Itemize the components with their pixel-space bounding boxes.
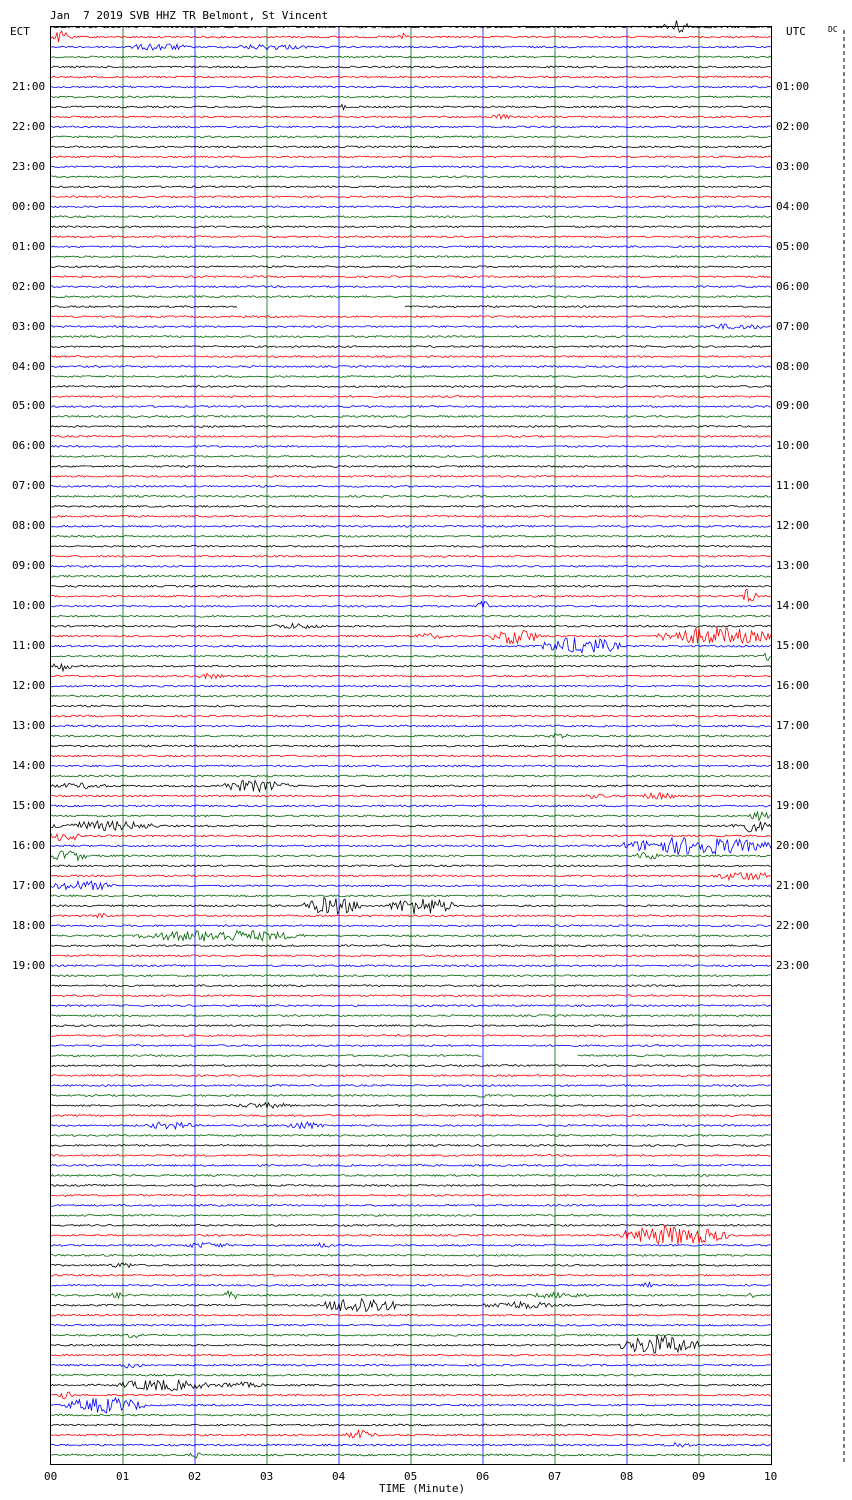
left-hour-label: 01:00 [12, 239, 46, 253]
x-tick-label: 06 [476, 1470, 490, 1483]
x-tick-label: 09 [692, 1470, 706, 1483]
right-hour-label: 14:00 [776, 599, 810, 613]
right-hour-label: 04:00 [776, 199, 810, 213]
x-tick-label: 10 [764, 1470, 778, 1483]
right-hour-label: 06:00 [776, 279, 810, 293]
right-hour-label: 16:00 [776, 679, 810, 693]
left-hour-label: 07:00 [12, 479, 46, 493]
x-tick-label: 00 [44, 1470, 58, 1483]
right-hour-label: 10:00 [776, 439, 810, 453]
x-tick-label: 02 [188, 1470, 202, 1483]
left-hour-label: 18:00 [12, 918, 46, 932]
left-hour-label: 02:00 [12, 279, 46, 293]
left-hour-label: 10:00 [12, 599, 46, 613]
left-hour-label: 04:00 [12, 359, 46, 373]
x-tick-label: 05 [404, 1470, 418, 1483]
right-hour-label: 12:00 [776, 519, 810, 533]
right-hour-label: 05:00 [776, 239, 810, 253]
right-hour-label: 11:00 [776, 479, 810, 493]
x-tick-label: 04 [332, 1470, 346, 1483]
left-hour-label: 13:00 [12, 719, 46, 733]
left-hour-label: 16:00 [12, 838, 46, 852]
left-hour-label: 14:00 [12, 758, 46, 772]
right-hour-label: 23:00 [776, 958, 810, 972]
left-hour-label: 19:00 [12, 958, 46, 972]
right-hour-label: 22:00 [776, 918, 810, 932]
right-hour-label: 01:00 [776, 79, 810, 93]
right-hour-label: 02:00 [776, 119, 810, 133]
x-axis-title: TIME (Minute) [379, 1482, 466, 1495]
right-hour-label: 09:00 [776, 399, 810, 413]
right-hour-label: 13:00 [776, 559, 810, 573]
left-hour-label: 06:00 [12, 439, 46, 453]
left-hour-label: 03:00 [12, 319, 46, 333]
x-tick-label: 03 [260, 1470, 274, 1483]
right-hour-label: 07:00 [776, 319, 810, 333]
right-timezone-label: UTC [786, 25, 806, 38]
minute-gridlines [123, 26, 699, 1464]
right-hour-label: 15:00 [776, 639, 810, 653]
chart-title: Jan 7 2019 SVB HHZ TR Belmont, St Vincent [50, 9, 329, 22]
left-hour-label: 11:00 [12, 639, 46, 653]
left-hour-label: 21:00 [12, 79, 46, 93]
right-hour-label: 19:00 [776, 798, 810, 812]
right-hour-label: 03:00 [776, 159, 810, 173]
left-hour-label: 17:00 [12, 878, 46, 892]
left-hour-label: 23:00 [12, 159, 46, 173]
x-tick-label: 07 [548, 1470, 562, 1483]
left-hour-label: 08:00 [12, 519, 46, 533]
left-hour-label: 05:00 [12, 399, 46, 413]
left-timezone-label: ECT [10, 25, 30, 38]
right-hour-label: 20:00 [776, 838, 810, 852]
left-hour-label: 15:00 [12, 798, 46, 812]
right-hour-label: 17:00 [776, 719, 810, 733]
left-hour-label: 00:00 [12, 199, 46, 213]
x-tick-label: 08 [620, 1470, 634, 1483]
left-hour-label: 22:00 [12, 119, 46, 133]
left-hour-label: 09:00 [12, 559, 46, 573]
dc-label: DC [828, 25, 838, 34]
right-hour-label: 21:00 [776, 878, 810, 892]
x-tick-label: 01 [116, 1470, 130, 1483]
right-hour-label: 18:00 [776, 758, 810, 772]
right-hour-label: 08:00 [776, 359, 810, 373]
left-hour-label: 12:00 [12, 679, 46, 693]
